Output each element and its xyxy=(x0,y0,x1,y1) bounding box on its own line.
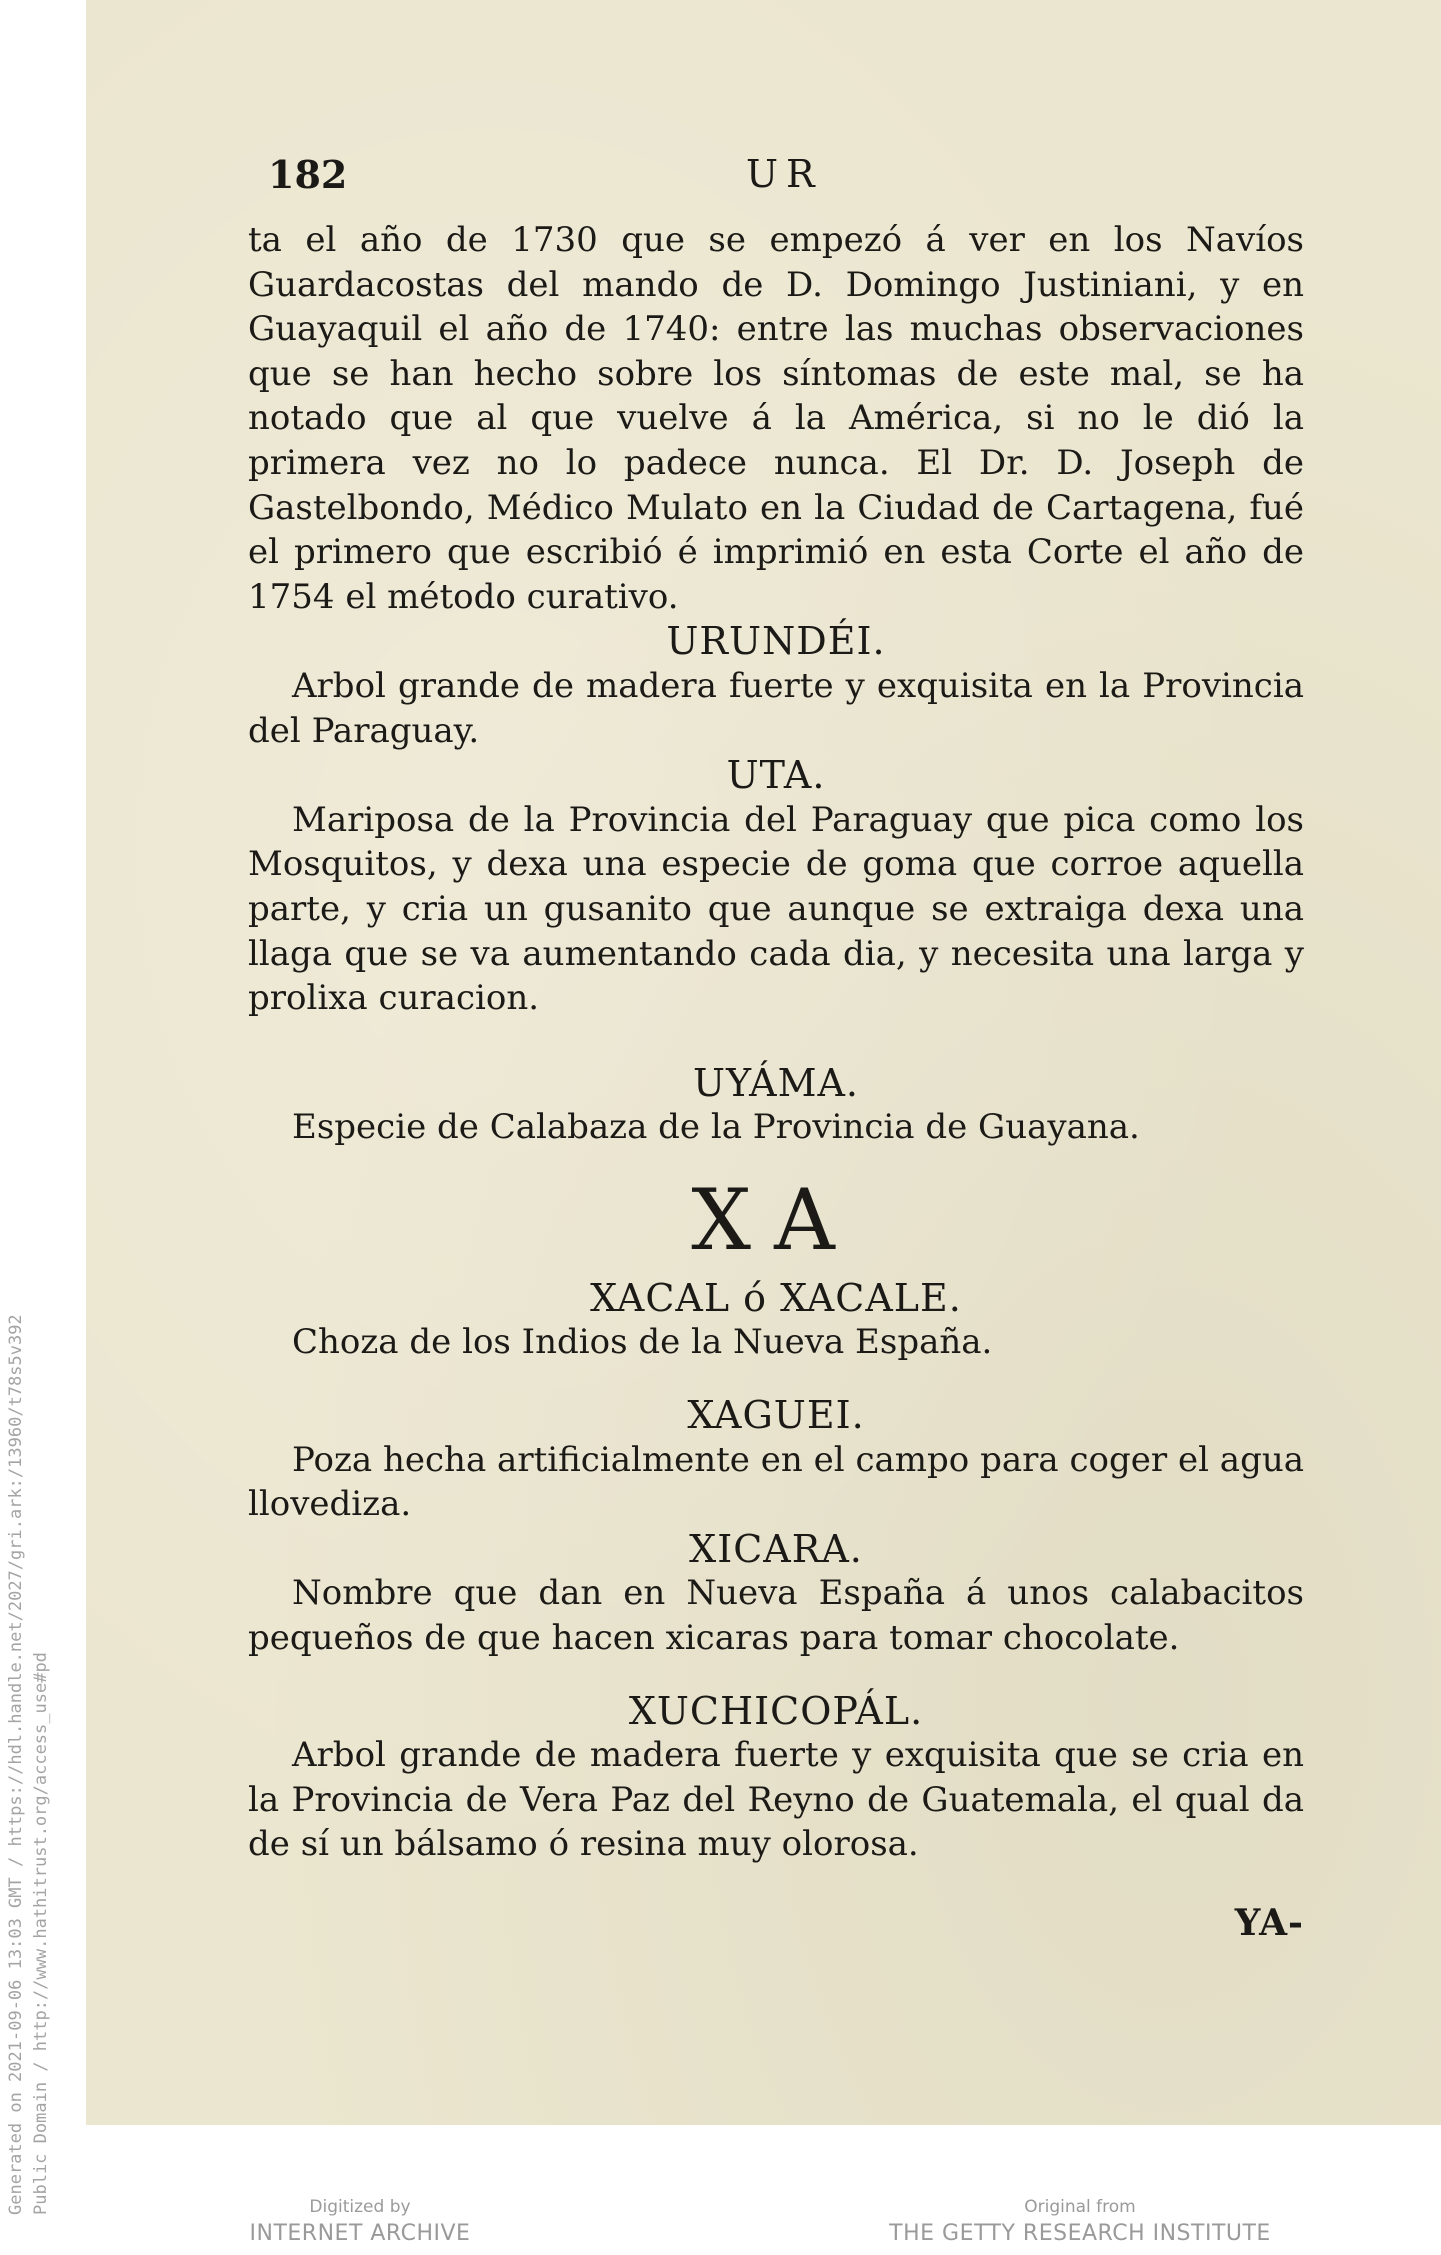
page-header xyxy=(268,152,1308,200)
entry-xuchicopal xyxy=(248,1689,1304,1867)
entry-text: Especie de Calabaza de la Provincia de Guayana. xyxy=(292,1107,1140,1148)
original-from-label: Original from xyxy=(1024,2197,1136,2217)
entry-heading: UTA. xyxy=(726,753,826,798)
entry-uyama xyxy=(248,1061,1304,1150)
entry-text: Nombre que dan en Nueva España á unos calabacitos pequeños de que hacen xicaras para tomar chocolate. xyxy=(248,1573,1304,1659)
entry-heading: XUCHICOPÁL. xyxy=(628,1688,924,1733)
entry-urundei xyxy=(248,619,1304,753)
entry-heading: XAGUEI. xyxy=(687,1393,865,1438)
entry-heading: XICARA. xyxy=(689,1526,863,1571)
digitized-by xyxy=(220,2195,500,2249)
entry-text: Poza hecha artificialmente en el campo para coger el agua llovediza. xyxy=(248,1439,1304,1525)
entry-heading: XACAL ó XACALE. xyxy=(590,1275,962,1320)
entry-xaguei xyxy=(248,1393,1304,1527)
entry-uta xyxy=(248,753,1304,1021)
entry-xacal xyxy=(248,1276,1304,1365)
generation-stamp-line-1: Generated on 2021-09-06 13:03 GMT / https://hdl.handle.net/2027/gri.ark:/13960/t78s5v392 xyxy=(6,1314,26,2215)
digitizer-name: INTERNET ARCHIVE xyxy=(249,2221,471,2246)
original-from xyxy=(860,2195,1300,2249)
entry-text: Arbol grande de madera fuerte y exquisita en la Provincia del Paraguay. xyxy=(248,665,1304,751)
entry-heading: URUNDÉI. xyxy=(666,619,886,664)
section-heading: XA xyxy=(691,1170,861,1269)
spacer xyxy=(248,1021,1304,1061)
entry-xicara xyxy=(248,1527,1304,1661)
catchword: YA- xyxy=(1234,1902,1304,1944)
page-text xyxy=(248,218,1304,1946)
entry-heading: UYÁMA. xyxy=(692,1060,860,1105)
spacer xyxy=(248,1365,1304,1393)
continuation-paragraph: ta el año de 1730 que se empezó á ver en los Navíos Guardacostas del mando de D. Domingo Justiniani, y en Guayaquil el año de 1740: entre las muchas observaciones que se han hecho sobre los síntomas de este mal, se ha notado que al que vuelve á la América, si no le dió la primera vez no lo padece nunca. El Dr. D. Joseph de Gastelbondo, Médico Mulato en la Ciudad de Cartagena, fué el primero que escribió é imprimió en esta Corte el año de 1754 el método curativo. xyxy=(248,220,1304,617)
entry-text: Choza de los Indios de la Nueva España. xyxy=(292,1322,993,1363)
digitized-by-label: Digitized by xyxy=(309,2197,411,2217)
entry-text: Arbol grande de madera fuerte y exquisita que se cria en la Provincia de Vera Paz del Reyno de Guatemala, el qual da de sí un bálsamo ó resina muy olorosa. xyxy=(248,1735,1304,1865)
original-source-name: THE GETTY RESEARCH INSTITUTE xyxy=(889,2221,1271,2246)
spacer xyxy=(248,1661,1304,1689)
generation-stamp-line-2: Public Domain / http://www.hathitrust.org/access_use#pd xyxy=(31,1652,51,2215)
running-head: UR xyxy=(746,152,823,196)
generation-stamp xyxy=(4,1314,54,2255)
entry-text: Mariposa de la Provincia del Paraguay que pica como los Mosquitos, y dexa una especie de goma que corroe aquella parte, y cria un gusanito que aunque se extraiga dexa una llaga que se va aumentando cada dia, y necesita una larga y prolixa curacion. xyxy=(248,799,1304,1019)
footer xyxy=(0,2195,1441,2255)
page-number: 182 xyxy=(268,152,348,197)
